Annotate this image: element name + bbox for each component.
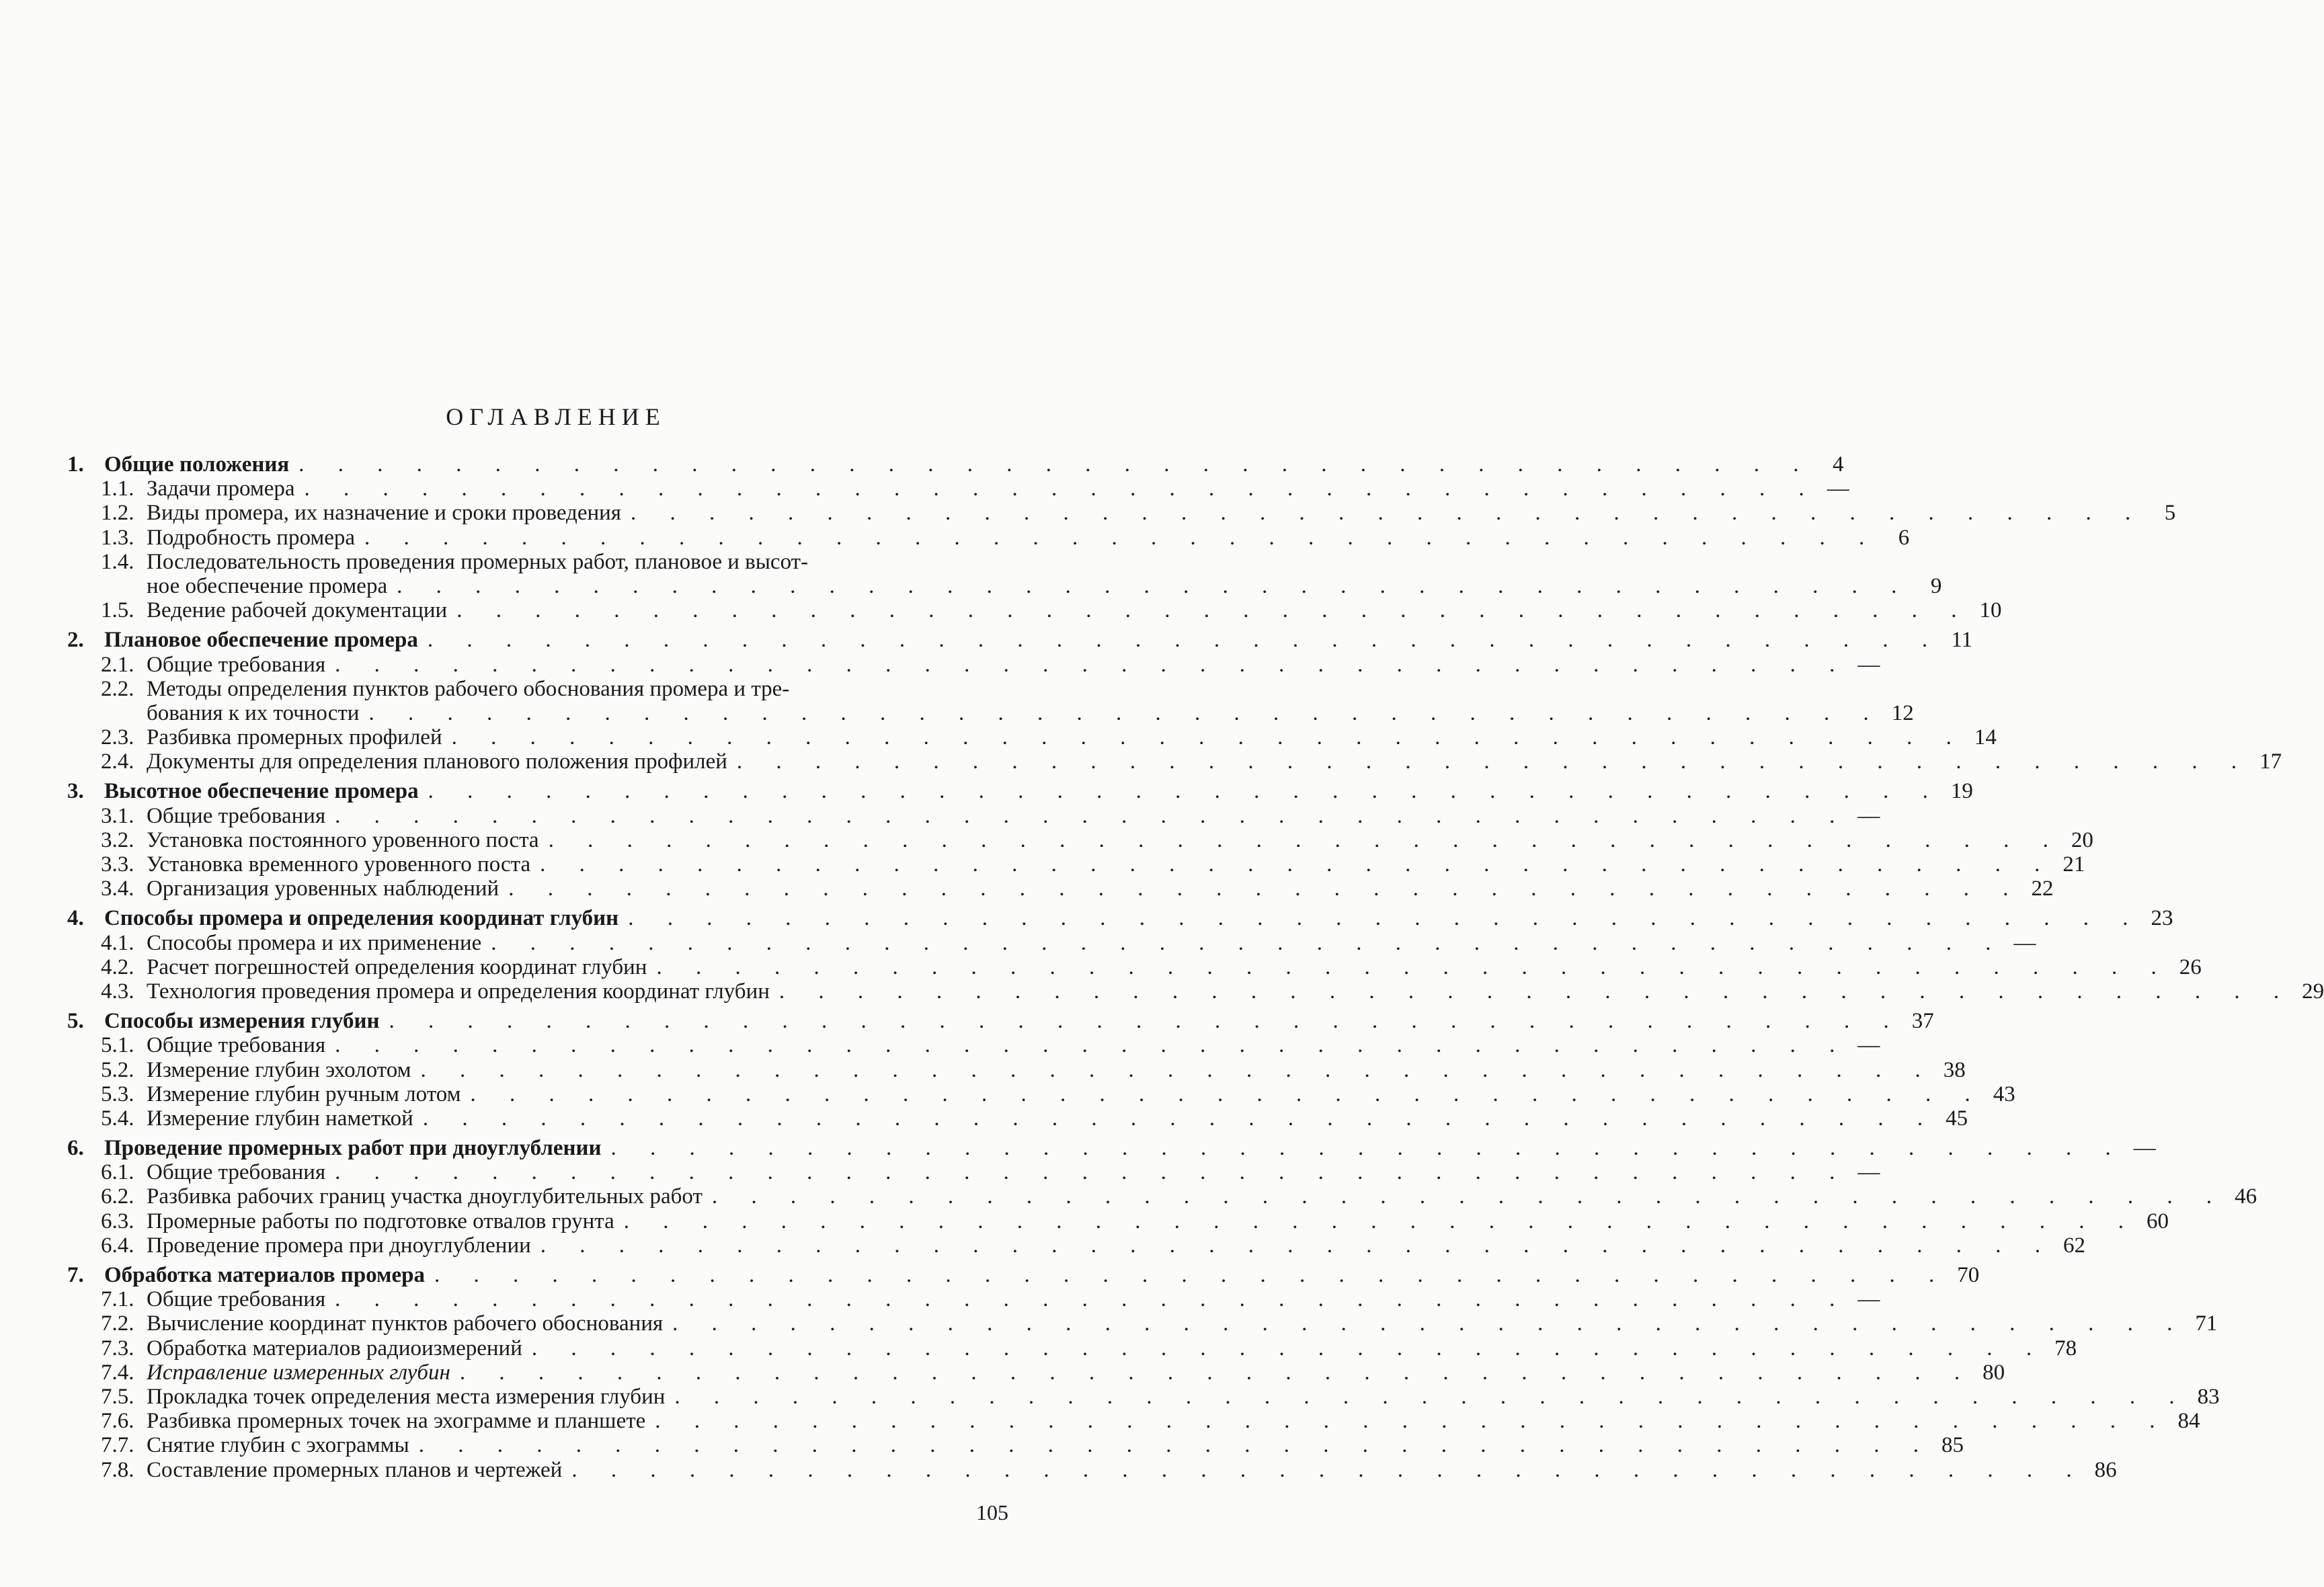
toc-title: Последовательность проведения промерных работ, плановое и высот-: [147, 549, 809, 574]
toc-title: Обработка материалов радиоизмерений: [147, 1336, 522, 1360]
toc-title: Установка постоянного уровенного поста: [147, 827, 539, 852]
toc-subsection: [67, 1184, 2257, 1209]
toc-number: 7.: [67, 1263, 84, 1287]
toc-number: 7.3.: [101, 1336, 134, 1360]
toc-page: 84: [2177, 1409, 2200, 1434]
toc-title: Методы определения пунктов рабочего обоснования промера и тре-: [147, 676, 790, 701]
toc-subsection: [67, 852, 2085, 877]
toc-title: Подробность промера: [147, 525, 356, 550]
toc-subsection: [67, 598, 2002, 623]
toc-number: 3.3.: [101, 852, 134, 877]
dot-leader: . . . . . . . . . . . . . . . . . . . . . . . . . . . . . . . . . . . . . . .: [335, 803, 1849, 828]
toc-number: 3.4.: [101, 877, 134, 901]
toc-subsection: [67, 677, 1008, 701]
toc-subsection: [67, 1336, 2077, 1360]
toc-number: 5.4.: [101, 1106, 134, 1131]
toc-subsection: [67, 1233, 2086, 1258]
dot-leader: . . . . . . . . . . . . . . . . . . . . . . . . . . . . . . . . . . . . . . .: [304, 477, 1818, 501]
toc-number: 1.5.: [101, 598, 134, 623]
toc-title: ное обеспечение промера: [147, 573, 388, 598]
dot-leader: . . . . . . . . . . . . . . . . . . . . . . . . . . . . . . . . . . . . . . .: [672, 1311, 2187, 1336]
toc-number: 7.7.: [101, 1433, 134, 1458]
toc-subsection: [67, 1160, 1880, 1185]
dot-leader: . . . . . . . . . . . . . . . . . . . . . . . . . . . . . . . . . . . . . . .: [427, 628, 1942, 653]
dot-leader: . . . . . . . . . . . . . . . . . . . . . . . . . . . . . . . . . . . . . . .: [368, 700, 1883, 725]
toc-page: 80: [1982, 1360, 2005, 1385]
toc-title: Плановое обеспечение промера: [104, 628, 418, 653]
dot-leader: . . . . . . . . . . . . . . . . . . . . . . . . . . . . . . . . . . . . . . .: [656, 954, 2171, 979]
dot-leader: . . . . . . . . . . . . . . . . . . . . . . . . . . . . . . . . . . . . . . .: [470, 1082, 1985, 1106]
toc-number: 2.3.: [101, 725, 134, 750]
toc-number: 1.3.: [101, 525, 134, 550]
dot-leader: . . . . . . . . . . . . . . . . . . . . . . . . . . . . . . . . . . . . . . .: [711, 1184, 2227, 1209]
toc-page: —: [1827, 477, 1849, 501]
dot-leader: . . . . . . . . . . . . . . . . . . . . . . . . . . . . . . . . . . . . . . .: [540, 852, 2054, 877]
dot-leader: . . . . . . . . . . . . . . . . . . . . . . . . . . . . . . . . . . . . . . .: [571, 1457, 2086, 1482]
toc-page: 70: [1957, 1263, 1980, 1287]
toc-subsection: [67, 1384, 2220, 1409]
toc-subsection: [67, 525, 1910, 550]
toc-number: 5.3.: [101, 1082, 134, 1106]
toc-subsection: [67, 1287, 1880, 1312]
toc-page: 46: [2235, 1184, 2257, 1209]
page-number: 105: [976, 1500, 1008, 1524]
toc-page: 45: [1946, 1106, 1968, 1131]
dot-leader: . . . . . . . . . . . . . . . . . . . . . . . . . . . . . . . . . . . . . . .: [335, 652, 1849, 677]
toc-number: 1.1.: [101, 477, 134, 501]
toc-subsection: [67, 477, 1849, 501]
toc-number: 5.: [67, 1009, 84, 1034]
toc-subsection: [67, 652, 1880, 677]
toc-page: 29: [2302, 979, 2324, 1004]
toc-page: 85: [1941, 1433, 1964, 1458]
dot-leader: . . . . . . . . . . . . . . . . . . . . . . . . . . . . . . . . . . . . . . .: [778, 979, 2294, 1004]
toc-number: 6.3.: [101, 1209, 134, 1233]
dot-leader: . . . . . . . . . . . . . . . . . . . . . . . . . . . . . . . . . . . . . . .: [491, 930, 2005, 955]
toc-number: 6.2.: [101, 1184, 134, 1209]
toc-section: [67, 628, 1973, 653]
toc-page: 14: [1974, 725, 1997, 750]
toc-title: Измерение глубин эхолотом: [147, 1057, 411, 1082]
toc-subsection: [67, 954, 2202, 979]
toc-page: 21: [2062, 852, 2085, 877]
toc-page: 71: [2195, 1311, 2218, 1336]
toc-title: Исправление измеренных глубин: [147, 1360, 450, 1385]
toc-subsection: [67, 1106, 1968, 1131]
toc-number: 7.2.: [101, 1311, 134, 1336]
toc-number: 1.: [67, 452, 84, 477]
toc-title: Общие требования: [147, 1033, 326, 1058]
toc-title: Установка временного уровенного поста: [147, 852, 531, 877]
toc-number: 7.6.: [101, 1409, 134, 1434]
dot-leader: . . . . . . . . . . . . . . . . . . . . . . . . . . . . . . . . . . . . . . .: [428, 779, 1942, 804]
toc-title: Документы для определения планового положения профилей: [147, 749, 727, 774]
toc-title: Измерение глубин ручным лотом: [147, 1082, 461, 1106]
toc-title: Проведение промера при дноуглублении: [147, 1233, 531, 1258]
dot-leader: . . . . . . . . . . . . . . . . . . . . . . . . . . . . . . . . . . . . . . .: [459, 1360, 1974, 1385]
toc-subsection: [67, 877, 2054, 901]
toc-number: 6.1.: [101, 1160, 134, 1185]
dot-leader: . . . . . . . . . . . . . . . . . . . . . . . . . . . . . . . . . . . . . . .: [451, 725, 1966, 750]
dot-leader: . . . . . . . . . . . . . . . . . . . . . . . . . . . . . . . . . . . . . . .: [456, 598, 1971, 623]
toc-page: 83: [2197, 1384, 2220, 1409]
toc-title: Общие требования: [147, 1287, 326, 1312]
toc-number: 4.: [67, 906, 84, 931]
dot-leader: . . . . . . . . . . . . . . . . . . . . . . . . . . . . . . . . . . . . . . .: [540, 1233, 2055, 1258]
toc-subsection: [67, 1457, 2117, 1482]
toc-title: Высотное обеспечение промера: [104, 779, 419, 804]
toc-title: Общие требования: [147, 652, 326, 677]
toc-title: Способы промера и определения координат глубин: [104, 906, 619, 931]
toc-title: Способы измерения глубин: [104, 1009, 380, 1034]
toc-title: Снятие глубин с эхограммы: [147, 1433, 409, 1458]
dot-leader: . . . . . . . . . . . . . . . . . . . . . . . . . . . . . . . . . . . . . . .: [610, 1136, 2125, 1161]
toc-subsection: [67, 573, 1942, 598]
toc-number: 7.5.: [101, 1384, 134, 1409]
toc-page: 10: [1979, 598, 2002, 623]
dot-leader: . . . . . . . . . . . . . . . . . . . . . . . . . . . . . . . . . . . . . . .: [631, 501, 2145, 526]
dot-leader: . . . . . . . . . . . . . . . . . . . . . . . . . . . . . . . . . . . . . . .: [548, 827, 2062, 852]
toc-page: —: [2013, 930, 2036, 955]
toc-title: Технология проведения промера и определения координат глубин: [147, 979, 770, 1004]
toc-page: 11: [1951, 628, 1973, 653]
dot-leader: . . . . . . . . . . . . . . . . . . . . . . . . . . . . . . . . . . . . . . .: [335, 1033, 1849, 1058]
toc-number: 6.4.: [101, 1233, 134, 1258]
toc-number: 2.4.: [101, 749, 134, 774]
toc-title: Организация уровенных наблюдений: [147, 877, 499, 901]
toc-page: 9: [1930, 573, 1942, 598]
toc-section: [67, 1136, 2156, 1161]
toc-page: 78: [2054, 1336, 2077, 1360]
table-of-contents: [67, 452, 2324, 1482]
toc-number: 7.1.: [101, 1287, 134, 1312]
dot-leader: . . . . . . . . . . . . . . . . . . . . . . . . . . . . . . . . . . . . . . .: [364, 525, 1879, 550]
toc-subsection: [67, 1409, 2200, 1434]
toc-subsection: [67, 725, 1997, 750]
toc-title: Общие положения: [104, 452, 290, 477]
toc-number: 3.1.: [101, 803, 134, 828]
toc-page: 37: [1911, 1009, 1934, 1034]
toc-title: Способы промера и их применение: [147, 930, 482, 955]
dot-leader: . . . . . . . . . . . . . . . . . . . . . . . . . . . . . . . . . . . . . . .: [674, 1384, 2189, 1409]
toc-title: бования к их точности: [147, 700, 360, 725]
toc-page: 4: [1832, 452, 1844, 477]
toc-number: 1.2.: [101, 501, 134, 526]
dot-leader: . . . . . . . . . . . . . . . . . . . . . . . . . . . . . . . . . . . . . . .: [397, 573, 1911, 598]
toc-page: 17: [2259, 749, 2282, 774]
toc-subsection: [67, 930, 2036, 955]
toc-title: Разбивка рабочих границ участка дноуглубительных работ: [147, 1184, 703, 1209]
toc-page: 23: [2151, 906, 2173, 931]
toc-page: 5: [2164, 501, 2176, 526]
toc-title: Общие требования: [147, 803, 326, 828]
toc-page: —: [2133, 1136, 2156, 1161]
toc-number: 5.2.: [101, 1057, 134, 1082]
toc-page: —: [1857, 652, 1880, 677]
toc-page: —: [1857, 1033, 1880, 1058]
toc-title: Составление промерных планов и чертежей: [147, 1457, 563, 1482]
toc-page: 38: [1943, 1057, 1966, 1082]
toc-page: 62: [2063, 1233, 2086, 1258]
toc-number: 4.3.: [101, 979, 134, 1004]
toc-number: 4.1.: [101, 930, 134, 955]
dot-leader: . . . . . . . . . . . . . . . . . . . . . . . . . . . . . . . . . . . . . . .: [434, 1263, 1949, 1287]
toc-number: 4.2.: [101, 954, 134, 979]
toc-page: 86: [2094, 1457, 2117, 1482]
dot-leader: . . . . . . . . . . . . . . . . . . . . . . . . . . . . . . . . . . . . . . .: [420, 1057, 1935, 1082]
toc-subsection: [67, 1311, 2218, 1336]
toc-title: Расчет погрешностей определения координат глубин: [147, 954, 647, 979]
toc-page: 20: [2071, 827, 2093, 852]
toc-subsection: [67, 700, 1914, 725]
toc-subsection: [67, 1360, 2005, 1385]
toc-page: 12: [1891, 700, 1914, 725]
dot-leader: . . . . . . . . . . . . . . . . . . . . . . . . . . . . . . . . . . . . . . .: [298, 452, 1813, 477]
toc-subsection: [67, 979, 2324, 1004]
dot-leader: . . . . . . . . . . . . . . . . . . . . . . . . . . . . . . . . . . . . . . .: [389, 1009, 1903, 1034]
dot-leader: . . . . . . . . . . . . . . . . . . . . . . . . . . . . . . . . . . . . . . .: [655, 1409, 2169, 1434]
toc-page: 26: [2179, 954, 2202, 979]
toc-title: Виды промера, их назначение и сроки проведения: [147, 501, 621, 526]
toc-section: [67, 1009, 1934, 1034]
toc-subsection: [67, 501, 2176, 526]
toc-title: Задачи промера: [147, 477, 295, 501]
toc-section: [67, 906, 2173, 931]
dot-leader: . . . . . . . . . . . . . . . . . . . . . . . . . . . . . . . . . . . . . . .: [736, 749, 2251, 774]
page-title: ОГЛАВЛЕНИЕ: [446, 403, 666, 430]
toc-subsection: [67, 1082, 2015, 1106]
toc-number: 2.2.: [101, 676, 134, 701]
toc-title: Общие требования: [147, 1160, 326, 1185]
dot-leader: . . . . . . . . . . . . . . . . . . . . . . . . . . . . . . . . . . . . . . .: [422, 1106, 1937, 1131]
toc-section: [67, 452, 1844, 477]
toc-subsection: [67, 749, 2282, 774]
dot-leader: . . . . . . . . . . . . . . . . . . . . . . . . . . . . . . . . . . . . . . .: [418, 1433, 1933, 1458]
toc-subsection: [67, 1433, 1964, 1458]
toc-page: 60: [2147, 1209, 2169, 1233]
dot-leader: . . . . . . . . . . . . . . . . . . . . . . . . . . . . . . . . . . . . . . .: [508, 877, 2023, 901]
toc-number: 3.: [67, 779, 84, 804]
toc-subsection: [67, 1209, 2169, 1233]
toc-number: 2.: [67, 628, 84, 653]
toc-title: Вычисление координат пунктов рабочего обоснования: [147, 1311, 664, 1336]
toc-section: [67, 779, 1973, 804]
toc-subsection: [67, 827, 2093, 852]
toc-subsection: [67, 1057, 1966, 1082]
dot-leader: . . . . . . . . . . . . . . . . . . . . . . . . . . . . . . . . . . . . . . .: [531, 1336, 2046, 1360]
toc-title: Измерение глубин наметкой: [147, 1106, 413, 1131]
toc-number: 2.1.: [101, 652, 134, 677]
toc-number: 1.4.: [101, 549, 134, 574]
toc-page: 22: [2031, 877, 2054, 901]
toc-number: 6.: [67, 1136, 84, 1161]
toc-page: —: [1857, 1160, 1880, 1185]
toc-title: Проведение промерных работ при дноуглублении: [104, 1136, 602, 1161]
toc-section: [67, 1263, 1980, 1287]
toc-title: Обработка материалов промера: [104, 1263, 426, 1287]
toc-title: Разбивка промерных профилей: [147, 725, 442, 750]
toc-page: 6: [1898, 525, 1910, 550]
toc-subsection: [67, 803, 1880, 828]
toc-title: Промерные работы по подготовке отвалов грунта: [147, 1209, 614, 1233]
dot-leader: . . . . . . . . . . . . . . . . . . . . . . . . . . . . . . . . . . . . . . .: [335, 1287, 1849, 1312]
toc-page: —: [1857, 1287, 1880, 1312]
toc-subsection: [67, 550, 1008, 574]
toc-page: —: [1857, 803, 1880, 828]
toc-title: Ведение рабочей документации: [147, 598, 448, 623]
toc-number: 7.4.: [101, 1360, 134, 1385]
toc-page: 19: [1950, 779, 1973, 804]
dot-leader: . . . . . . . . . . . . . . . . . . . . . . . . . . . . . . . . . . . . . . .: [628, 906, 2142, 931]
toc-number: 7.8.: [101, 1457, 134, 1482]
toc-number: 3.2.: [101, 827, 134, 852]
toc-title: Прокладка точек определения места измерения глубин: [147, 1384, 666, 1409]
dot-leader: . . . . . . . . . . . . . . . . . . . . . . . . . . . . . . . . . . . . . . .: [623, 1209, 2138, 1233]
toc-page: 43: [1993, 1082, 2015, 1106]
toc-number: 5.1.: [101, 1033, 134, 1058]
dot-leader: . . . . . . . . . . . . . . . . . . . . . . . . . . . . . . . . . . . . . . .: [335, 1160, 1849, 1185]
toc-subsection: [67, 1033, 1880, 1058]
toc-title: Разбивка промерных точек на эхограмме и планшете: [147, 1409, 646, 1434]
